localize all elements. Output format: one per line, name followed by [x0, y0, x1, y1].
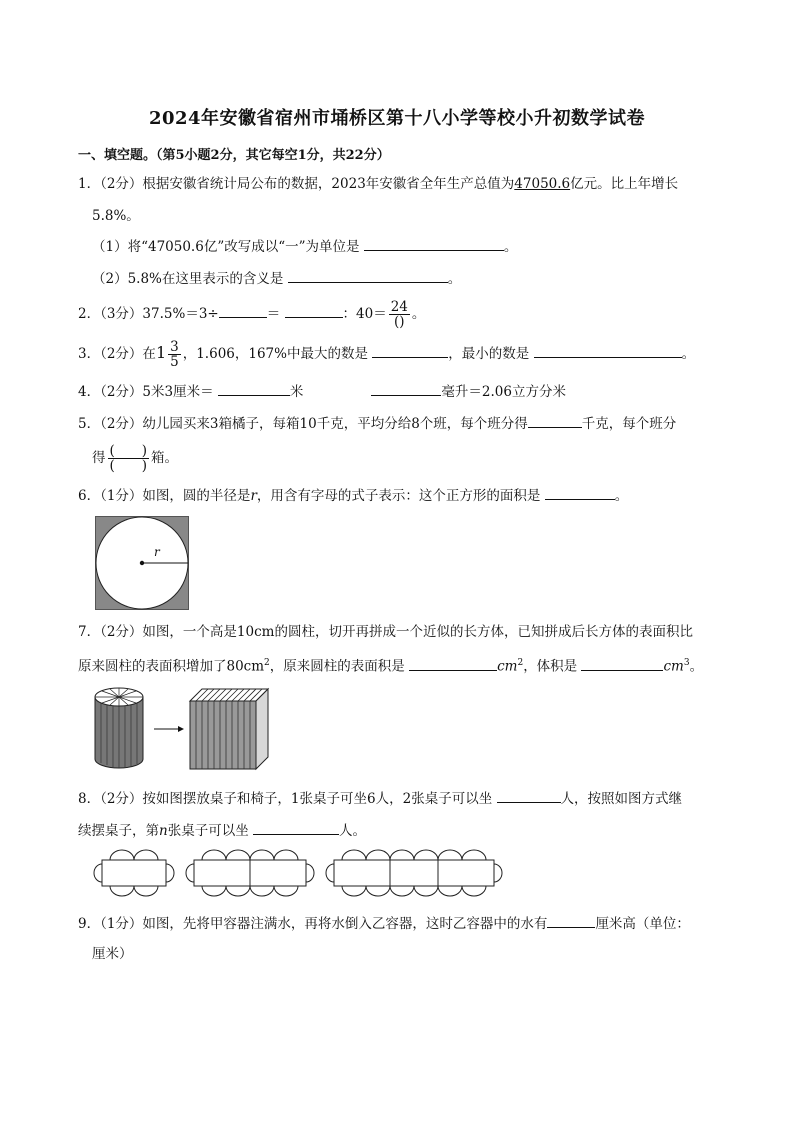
- question-1-sub-1: [92, 236, 517, 257]
- page-title: 2024年安徽省宿州市埇桥区第十八小学等校小升初数学试卷: [148, 108, 646, 129]
- q6-text-b: ，用含有字母的式子表示：这个正方形的面积是: [256, 488, 541, 504]
- q5-text-b: 千克，每个班分: [581, 416, 677, 432]
- q3-blank-min[interactable]: [534, 343, 682, 358]
- q3-fraction: [168, 340, 181, 369]
- q8-blank-2-tables[interactable]: [497, 788, 561, 803]
- q6-circle-in-square-figure: [95, 516, 189, 610]
- q8-text-d: 张桌子可以坐: [167, 823, 249, 839]
- question-3: [78, 340, 695, 369]
- q1-text-a: 1．（2分）根据安徽省统计局公布的数据，2023年安徽省全年生产总值为: [78, 176, 515, 192]
- q8-tables-and-chairs-figure: [92, 848, 504, 898]
- q4-text-a: 4．（2分）5米3厘米＝: [78, 384, 214, 400]
- question-7-line-1: 7．（2分）如图，一个高是10cm的圆柱，切开再拼成一个近似的长方体，已知拼成后长方体的表面积比: [78, 624, 693, 640]
- q1-sub2-text: （2）5.8%在这里表示的含义是: [92, 271, 284, 287]
- two-table-arrangement: [186, 850, 314, 896]
- q3-text-b: ，1.606，167%中最大的数是: [182, 346, 368, 362]
- q3-text-a: 3．（2分）在: [78, 346, 156, 362]
- q1-text-b: 亿元。比上年增长: [570, 176, 679, 192]
- q7-unit-cm2: cm: [497, 658, 518, 675]
- q8-text-e: 人。: [339, 823, 366, 839]
- q2-text-a: 2．（3分）37.5%＝3÷: [78, 306, 219, 322]
- q8-blank-n-tables[interactable]: [253, 820, 339, 835]
- q4-blank-2[interactable]: [371, 381, 441, 396]
- q2-end: 。: [411, 306, 426, 322]
- q5-fraction-denominator[interactable]: ( ): [109, 458, 148, 474]
- question-5-line-1: [78, 413, 676, 434]
- q4-text-c: 毫升＝2.06立方分米: [441, 384, 566, 400]
- q2-text-c: ：40＝: [342, 306, 387, 322]
- q7-blank-area[interactable]: [409, 656, 497, 671]
- q7-cylinder-to-cuboid-figure: [92, 683, 276, 775]
- q8-text-a: 8．（2分）按如图摆放桌子和椅子，1张桌子可坐6人，2张桌子可以坐: [78, 791, 493, 807]
- q3-text-c: ，最小的数是: [448, 346, 530, 362]
- q5-blank-kg[interactable]: [528, 413, 582, 428]
- question-1-sub-2: [92, 268, 461, 289]
- q8-text-b: 人，按照如图方式继: [560, 791, 682, 807]
- q6-end: 。: [614, 488, 629, 504]
- question-8-line-2: [78, 820, 366, 841]
- q1-sub2-end: 。: [447, 271, 462, 287]
- q3-blank-max[interactable]: [372, 343, 448, 358]
- q2-blank-2[interactable]: [285, 303, 343, 318]
- q3-fraction-denominator: 5: [170, 354, 179, 370]
- q8-n-symbol: n: [159, 823, 168, 839]
- q2-blank-1[interactable]: [219, 303, 267, 318]
- question-5-line-2: [92, 444, 178, 473]
- q4-text-b: 米: [289, 384, 304, 400]
- q2-fraction: [389, 300, 410, 329]
- question-1-line-2: 5.8%。: [92, 208, 140, 224]
- q1-sub1-text: （1）将“47050.6亿”改写成以“一”为单位是: [92, 239, 360, 255]
- q9-blank[interactable]: [547, 913, 595, 928]
- q6-figure-label: r: [154, 545, 160, 559]
- q3-fraction-numerator: 3: [170, 339, 179, 355]
- q5-text-a: 5．（2分）幼儿园买来3箱橘子，每箱10千克，平均分给8个班，每个班分得: [78, 416, 528, 432]
- q2-fraction-denominator[interactable]: (): [394, 314, 405, 330]
- question-1-line-1: [78, 174, 678, 194]
- q2-fraction-numerator: 24: [390, 299, 408, 315]
- q7-sup-3: 3: [683, 658, 690, 668]
- q7-unit-sup-2: 2: [517, 658, 524, 668]
- question-4: [78, 381, 566, 402]
- q7-end: 。: [689, 658, 704, 675]
- question-9-line-1: [78, 913, 690, 934]
- q5-text-c: 得: [92, 450, 106, 466]
- q5-fraction[interactable]: [108, 444, 150, 473]
- q7-text-b: 原来圆柱的表面积增加了80cm: [78, 658, 265, 675]
- q3-mixed-whole: 1: [155, 343, 167, 362]
- q6-text-a: 6．（1分）如图，圆的半径是: [78, 488, 251, 504]
- q7-sup-2: 2: [264, 658, 270, 668]
- question-9-line-2: 厘米）: [92, 946, 133, 962]
- q1-value: 47050.6: [514, 176, 571, 192]
- q9-text-b: 厘米高（单位：: [595, 916, 690, 932]
- q7-unit-cm3: cm: [663, 658, 684, 675]
- one-table-arrangement: [94, 850, 174, 896]
- q8-text-c: 续摆桌子，第: [78, 823, 159, 839]
- three-table-arrangement: [326, 850, 502, 896]
- q5-text-d: 箱。: [151, 450, 179, 466]
- question-2: [78, 300, 425, 329]
- q5-fraction-numerator[interactable]: ( ): [109, 443, 148, 459]
- q1-sub1-blank[interactable]: [364, 236, 504, 251]
- q7-blank-volume[interactable]: [581, 656, 663, 671]
- q1-sub1-end: 。: [503, 239, 518, 255]
- section-heading: 一、填空题。（第5小题2分，其它每空1分，共22分）: [78, 148, 390, 163]
- q4-blank-1[interactable]: [218, 381, 290, 396]
- q3-end: 。: [681, 346, 696, 362]
- q6-blank[interactable]: [545, 485, 615, 500]
- q7-text-c: ，原来圆柱的表面积是: [269, 658, 405, 675]
- q7-text-d: ，体积是: [523, 658, 578, 675]
- q1-sub2-blank[interactable]: [288, 268, 448, 283]
- q6-radius-symbol: r: [250, 488, 257, 504]
- question-8-line-1: [78, 788, 682, 809]
- question-6: [78, 485, 628, 506]
- q9-text-a: 9．（1分）如图，先将甲容器注满水，再将水倒入乙容器，这时乙容器中的水有: [78, 916, 548, 932]
- question-7-line-2: [78, 653, 703, 677]
- q2-text-b: ＝: [266, 306, 281, 322]
